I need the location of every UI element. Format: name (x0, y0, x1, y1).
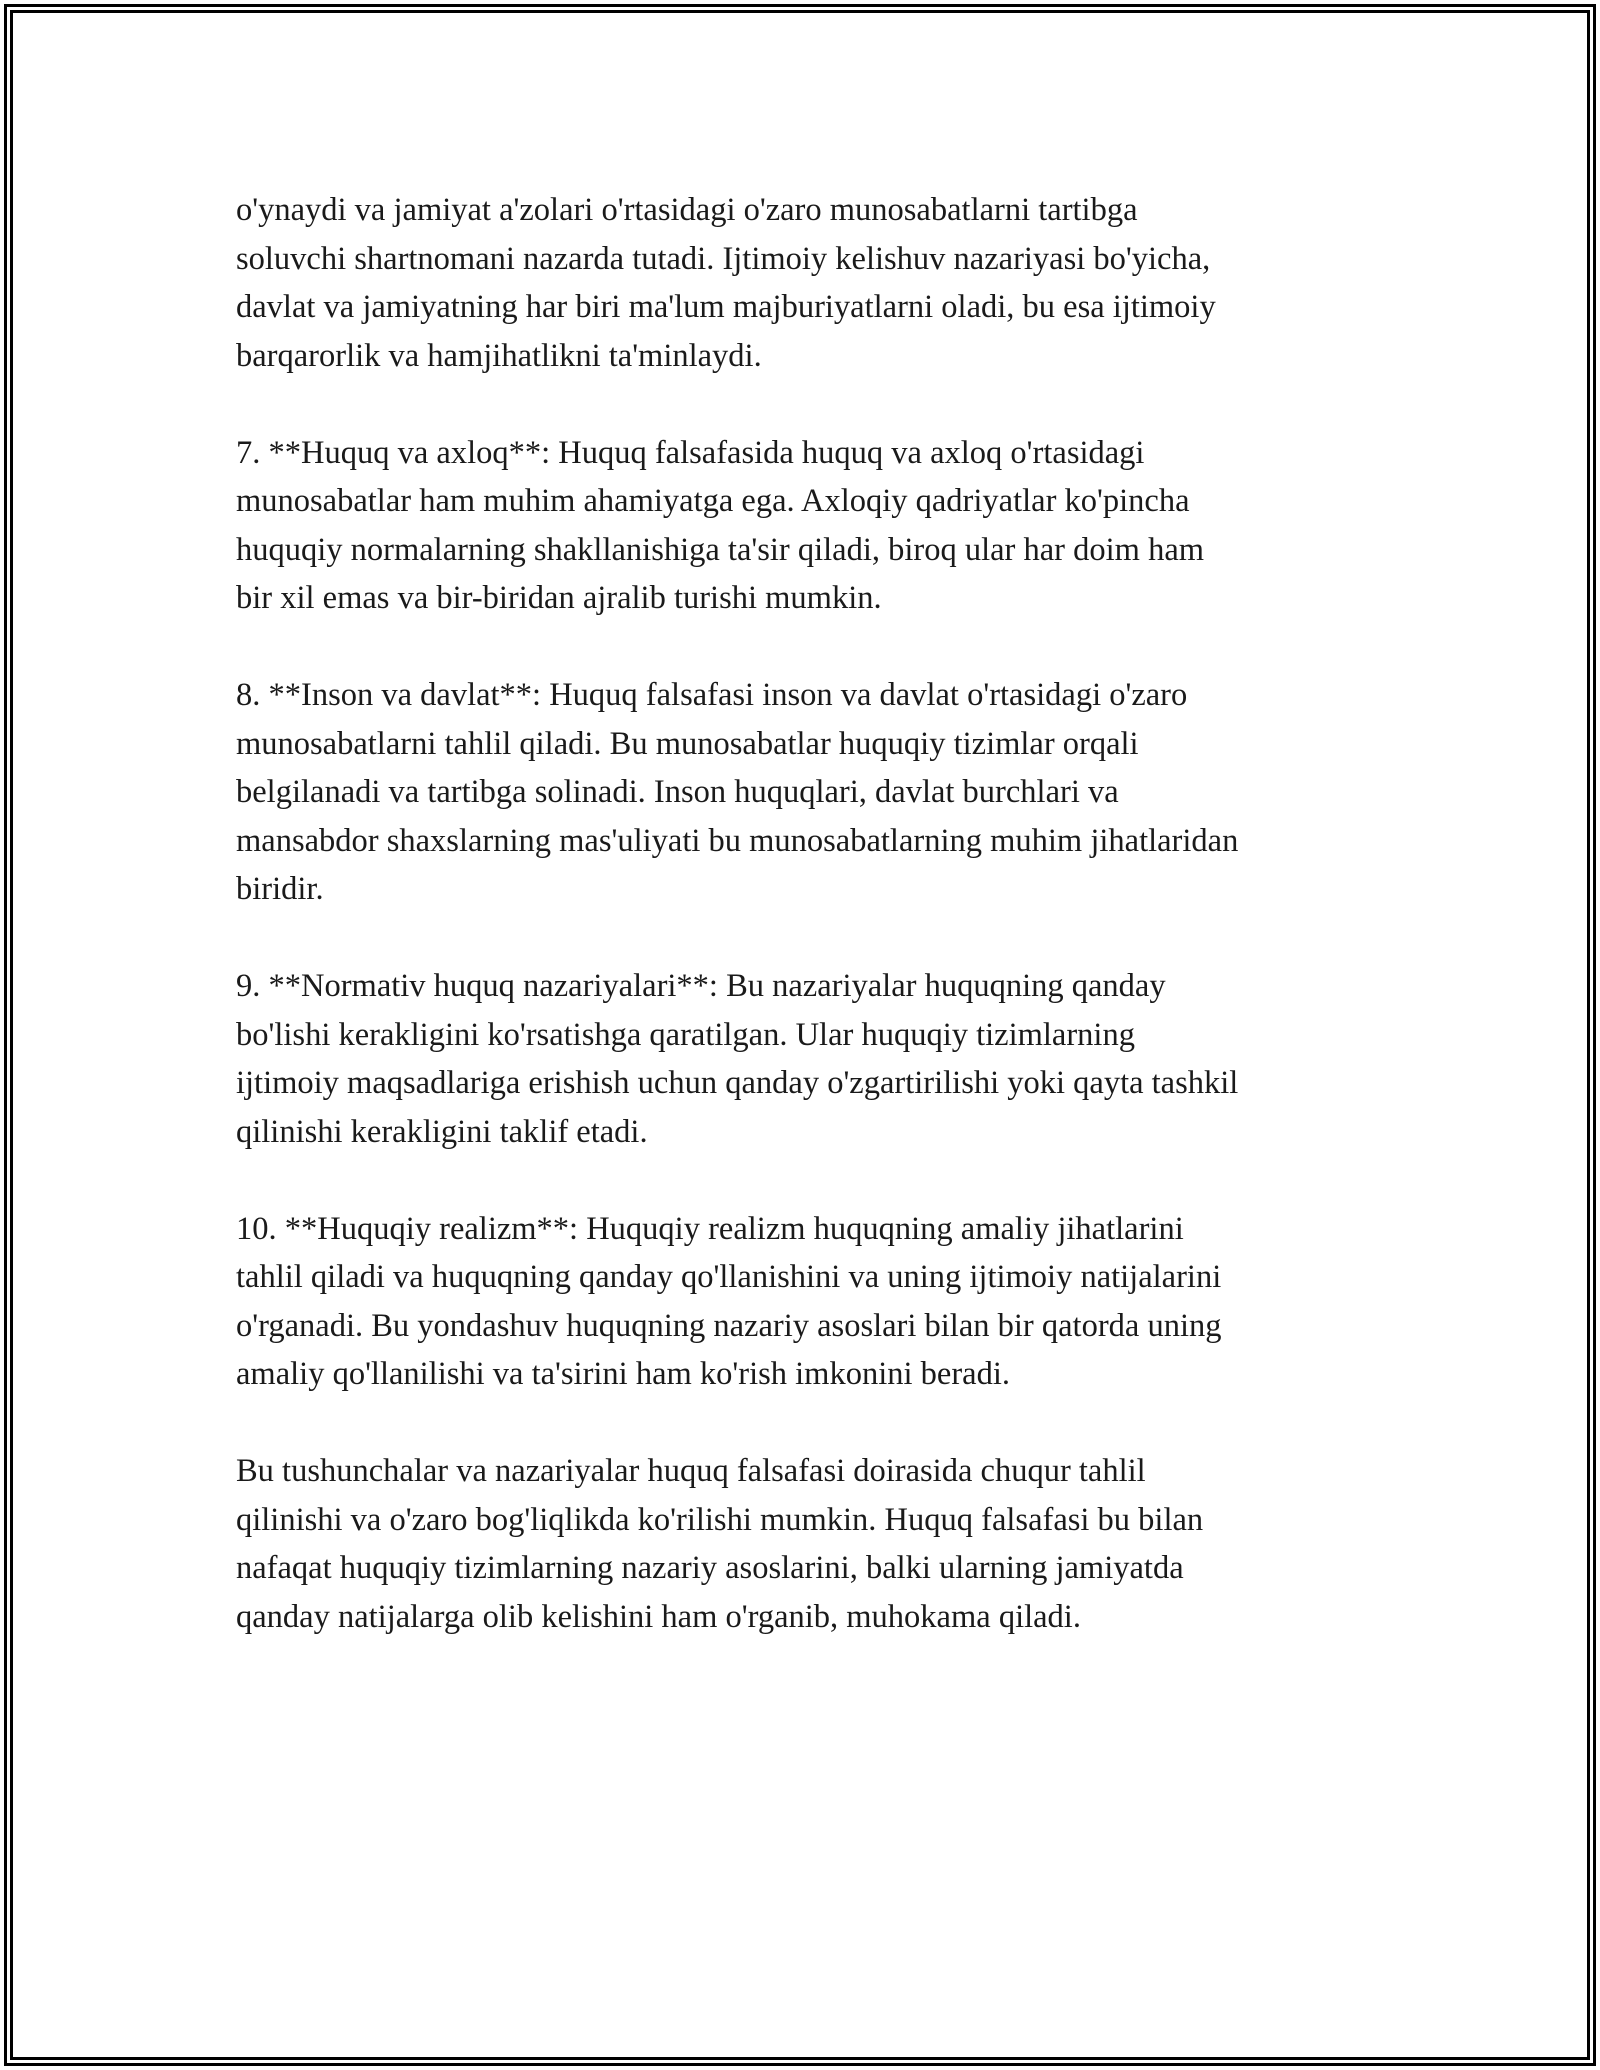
paragraph-legal-realism: 10. **Huquqiy realizm**: Huquqiy realizm huquqning amaliy jihatlarini tahlil qiladi va huquqning qanday qo'llanishini va uning ijtimoiy natijalarini o'rganadi. Bu yondashuv huquqning nazariy asoslari bilan bir qatorda uning amaliy qo'llanilishi va ta'sirini ham ko'rish imkonini beradi. (236, 1210, 1222, 1392)
paragraph-conclusion: Bu tushunchalar va nazariyalar huquq falsafasi doirasida chuqur tahlil qilinishi va o'zaro bog'liqlikda ko'rilishi mumkin. Huquq falsafasi bu bilan nafaqat huquqiy tizimlarning nazariy asoslarini, balki ularning jamiyatda qanday natijalarga olib kelishini ham o'rganib, muhokama qiladi. (236, 1453, 1204, 1635)
paragraph-law-and-morality: 7. **Huquq va axloq**: Huquq falsafasida huquq va axloq o'rtasidagi munosabatlar ham muhim ahamiyatga ega. Axloqiy qadriyatlar ko'pincha huquqiy normalarning shakllanishiga ta'sir qiladi, biroq ular har doim ham bir xil emas va bir-biridan ajralib turishi mumkin. (236, 434, 1205, 616)
paragraph-normative-theories: 9. **Normativ huquq nazariyalari**: Bu nazariyalar huquqning qanday bo'lishi kerakligini ko'rsatishga qaratilgan. Ular huquqiy tizimlarning ijtimoiy maqsadlariga erishish uchun qanday o'zgartirilishi yoki qayta tashkil qilinishi kerakligini taklif etadi. (236, 968, 1239, 1150)
paragraph-social-contract-continuation: o'ynaydi va jamiyat a'zolari o'rtasidagi o'zaro munosabatlarni tartibga soluvchi shartnomani nazarda tutadi. Ijtimoiy kelishuv nazariyasi bo'yicha, davlat va jamiyatning har biri ma'lum majburiyatlarni oladi, bu esa ijtimoiy barqarorlik va hamjihatlikni ta'minlaydi. (236, 192, 1216, 374)
paragraph-person-and-state: 8. **Inson va davlat**: Huquq falsafasi inson va davlat o'rtasidagi o'zaro munosabatlarni tahlil qiladi. Bu munosabatlar huquqiy tizimlar orqali belgilanadi va tartibga solinadi. Inson huquqlari, davlat burchlari va mansabdor shaxslarning mas'uliyati bu munosabatlarning muhim jihatlaridan biridir. (236, 677, 1239, 907)
document-body (236, 186, 1386, 1690)
